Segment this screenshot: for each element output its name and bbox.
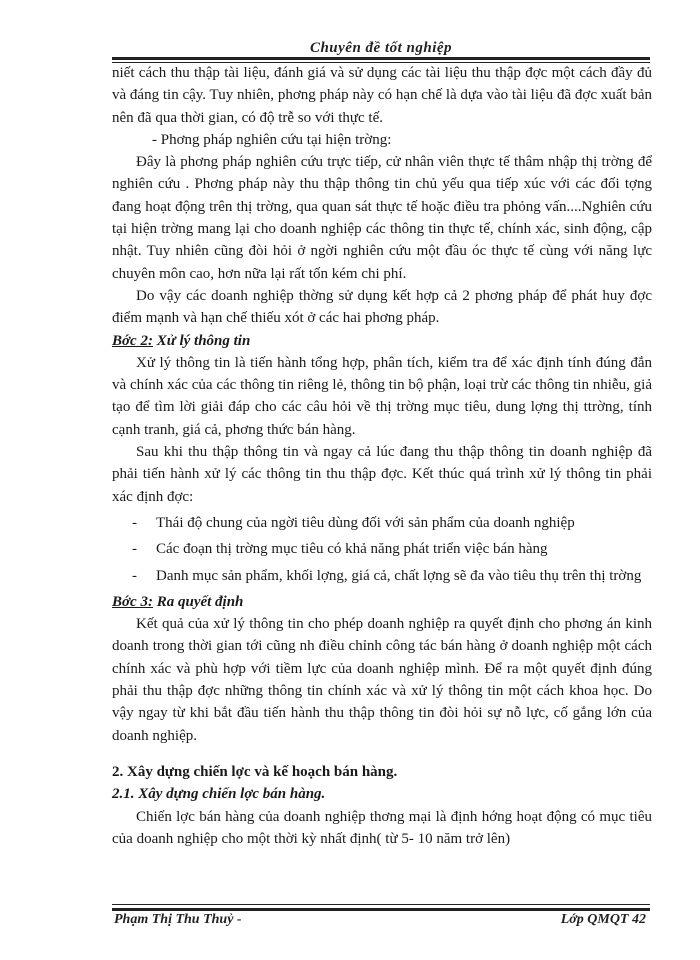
bullet-dash: -: [132, 567, 137, 584]
subsection-2-1-heading: 2.1. Xây dựng chiến lợc bán hàng.: [112, 786, 326, 803]
paragraph-after-collection: Sau khi thu thập thông tin và ngay cả lúc đang thu thập thông tin doanh nghiệp đã phải tiến hành xử lý các thông tin thu thập đợc. Kết thúc quá trình xử lý thông tin phải xác định đợc:: [112, 444, 652, 505]
bullet-text: Thái độ chung của ngời tiêu dùng đối với sản phẩm của doanh nghiệp: [156, 514, 575, 531]
page-header: [112, 38, 650, 60]
bullet-dash: -: [132, 514, 137, 531]
paragraph-decision: Kết quả của xử lý thông tin cho phép doanh nghiệp ra quyết định cho phơng án kinh doanh trong thời gian tới cũng nh điều chỉnh công tác bán hàng ở doanh nghiệp một cách chính xác và phù hợp với tiềm lực của doanh nghiệp mình. Để ra một quyết định đúng phải thu thập đợc những thông tin chính xác và xử lý thông tin một cách khoa học. Do vậy ngay từ khi bắt đầu tiến hành thu thập thông tin đòi hỏi sự nỗ lực, cố gắng lớn của doanh nghiệp.: [112, 616, 652, 744]
step-3-label: Bớc 3:: [112, 593, 153, 610]
section-2-heading: 2. Xây dựng chiến lợc và kế hoạch bán hàng.: [112, 763, 398, 780]
header-rule-thick: [112, 57, 650, 60]
footer-rule-thick: [112, 908, 650, 911]
bullet-item-2: [112, 538, 652, 560]
footer-rule-thin: [112, 904, 650, 905]
step-2-title: Xử lý thông tin: [152, 332, 251, 349]
method-heading: - Phơng pháp nghiên cứu tại hiện trờng:: [152, 131, 392, 148]
bullet-item-1: [112, 512, 652, 534]
paragraph-strategy: Chiến lợc bán hàng của doanh nghiệp thơng mại là định hớng hoạt động có mục tiêu của doanh nghiệp cho một thời kỳ nhất định( từ 5- 10 năm trở lên): [112, 808, 652, 847]
spacer: [112, 747, 652, 761]
paragraph-1: niết cách thu thập tài liệu, đánh giá và sử dụng các tài liệu thu thập đợc một cách đầy đủ và đáng tin cậy. Tuy nhiên, phơng pháp này có hạn chế là dựa vào tài liệu đã đợc xuất bản nên đã qua thời gian, có độ trễ so với thực tế.: [112, 65, 652, 126]
step-2-label: Bớc 2:: [112, 332, 153, 349]
bullet-item-3: [112, 565, 652, 587]
bullet-text: Danh mục sản phẩm, khối lợng, giá cả, chất lợng sẽ đa vào tiêu thụ trên thị trờng: [156, 567, 642, 584]
step-3-title: Ra quyết định: [152, 593, 244, 610]
step-2-heading: [112, 330, 652, 352]
step-3-heading: [112, 591, 652, 613]
paragraph-processing: Xử lý thông tin là tiến hành tổng hợp, phân tích, kiểm tra để xác định tính đúng đắn và chính xác của các thông tin riêng lẻ, thông tin bộ phận, loại trừ các thông tin nhiễu, giả tạo để tìm lời giải đáp cho các câu hỏi về thị trờng mục tiêu, dung lợng thị ttrờng, tính cạnh tranh, giá cả, phơng thức bán hàng.: [112, 354, 652, 438]
bullet-dash: -: [132, 541, 137, 558]
header-title: Chuyên đề tốt nghiệp: [309, 40, 453, 56]
footer-author: Phạm Thị Thu Thuỷ -: [114, 912, 242, 927]
document-body: [112, 62, 652, 850]
bullet-text: Các đoạn thị trờng mục tiêu có khả năng phát triển việc bán hàng: [156, 541, 548, 558]
paragraph-field-research: Đây là phơng pháp nghiên cứu trực tiếp, cử nhân viên thực tế thâm nhập thị trờng để nghiên cứu . Phơng pháp này thu thập thông tin chủ yếu qua tiếp xúc với các đối tợng đang hoạt động trên thị trờng, qua quan sát thực tế hoặc điều tra phỏng vấn....Nghiên cứu tại hiện trờng mang lại cho doanh nghiệp các thông tin thực tế, chính xác, sinh động, cập nhật. Tuy nhiên cũng đòi hỏi ở ngời nghiên cứu một đầu óc thực tế cùng với năng lực chuyên môn cao, hơn nữa lại rất tốn kém chi phí.: [112, 154, 652, 282]
paragraph-combine-methods: Do vậy các doanh nghiệp thờng sử dụng kết hợp cả 2 phơng pháp để phát huy đợc điểm mạnh và hạn chế thiếu xót ở các hai phơng pháp.: [112, 287, 652, 327]
footer-class: Lớp QMQT 42: [560, 912, 646, 927]
page-footer: [112, 904, 650, 932]
